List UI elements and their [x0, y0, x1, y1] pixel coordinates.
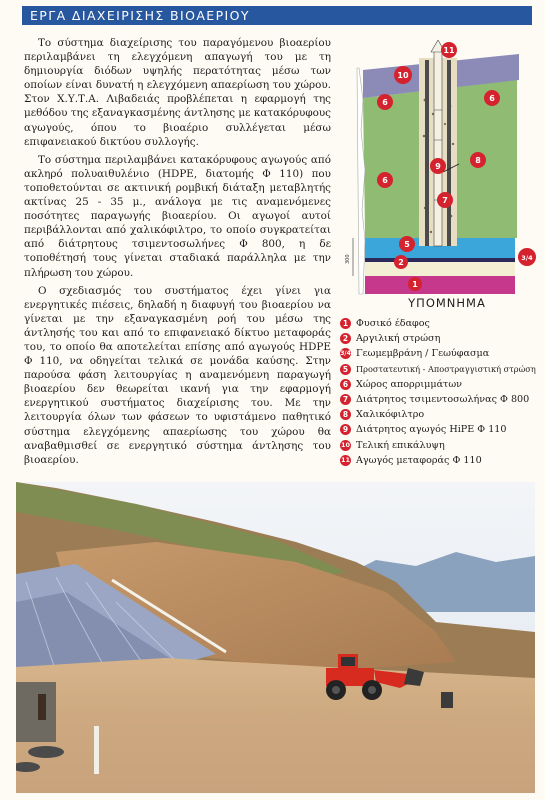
- clay-layer: [365, 262, 515, 276]
- legend-item: [340, 407, 545, 422]
- barrel: [441, 692, 453, 708]
- diagram-label-8: 8: [475, 156, 481, 165]
- legend-number-badge: 3/4: [340, 350, 351, 358]
- legend-item: [340, 438, 545, 453]
- legend-item-label: Χώρος απορριμμάτων: [356, 378, 463, 390]
- legend-item-label: Τελική επικάλυψη: [356, 439, 445, 451]
- legend-item-label: Διάτρητος τσιμεντοσωλήνας Φ 800: [356, 394, 530, 406]
- legend-item: [340, 316, 545, 331]
- diagram-label-6b: 6: [489, 94, 495, 103]
- legend-item-label: Διάτρητος αγωγός HiPE Φ 110: [356, 424, 507, 436]
- legend-item-label: Προστατευτική - Αποστραγγιστική στρώση: [356, 364, 536, 375]
- diagram-label-2: 2: [398, 258, 404, 267]
- legend-number-badge: 8: [340, 409, 351, 420]
- diagram-label-3-4: 3/4: [521, 254, 533, 262]
- legend-number-badge: 2: [340, 333, 351, 344]
- geomembrane-layer: [365, 258, 515, 262]
- concrete-pipe-right: [447, 60, 451, 246]
- concrete-pipe-left: [425, 60, 429, 246]
- legend-number-badge: 6: [340, 379, 351, 390]
- legend-item-label: Χαλικόφιλτρο: [356, 409, 425, 421]
- diagram-label-7: 7: [442, 196, 448, 205]
- legend-number-badge: 9: [340, 424, 351, 435]
- legend-list: [340, 316, 545, 468]
- paragraph: Το σύστημα περιλαμβάνει κατακόρυφους αγωγούς από ακληρό πολυαιθυλένιο (HDPE, διατομής Φ 110) που τοποθετούνται σε ακτινική ρομβική διάταξη μεταβλητής ακτίνας 25 - 35 μ., ανάλογα με τις αναμενόμενες ποσότητες παραγωγής βιοαερίου. Οι αγωγοί αυτοί περιβάλλονται από χαλικόφιλτρο, το οποίο συγκρατείται από διάτρητους τσιμεντοσωλήνες Φ 800, η δε τοποθέτησή τους γίνεται σταδιακά παράλληλα με την πλήρωση του χώρου.: [24, 153, 331, 279]
- legend-item: [340, 422, 545, 437]
- paragraph: Το σύστημα διαχείρισης του παραγόμενου βιοαερίου περιλαμβάνει τη ελεγχόμενη απαγωγή του με τη δημιουργία διόδων υψηλής περατότητας μέσω των οποίων είναι δυνατή η ελεγχόμενη απαερίωση του χώρου. Στον Χ.Υ.Τ.Α. Λιβαδειάς προβλέπεται η εφαρμογή της μεθόδου της εξαναγκασμένης άντλησης με κατακόρυφους αγωγούς, όπου το βιοαέριο συλλέγεται μέσω επιφανειακού δικτύου συλλογής.: [24, 37, 331, 148]
- paragraph: Ο σχεδιασμός του συστήματος έχει γίνει για ενεργητικές πιέσεις, δηλαδή η διαφυγή του βιοαερίου να γίνεται με την εξαναγκασμένη ροή του μέσω της άντλησής του και από το επιφανειακό δίκτυο μεταφοράς του, το οποίο θα αποτελείται επίσης από αγωγούς HDPE Φ 110, να οδηγείται τελικά σε μονάδα καύσης. Στην παρούσα φάση λειτουργίας η αναμενόμενη παραγωγή βιοαερίου δεν θεωρείται ικανή για την εφαρμογή ενεργητικού συστήματος διαχείρισης του. Με την λειτουργία όλων των φάσεων το υφιστάμενο παθητικό σύστημα ελεγχόμενης απαερίωσης του χώρου θα αναβαθμισθεί σε ενεργητικό σύστημα άντλησης του βιοαερίου.: [24, 284, 331, 466]
- legend-item: [340, 346, 545, 361]
- legend-item-label: Φυσικό έδαφος: [356, 318, 430, 330]
- landfill-site-photo: [16, 482, 535, 793]
- legend-number-badge: 1: [340, 318, 351, 329]
- legend-item: [340, 392, 545, 407]
- legend-item-label: Αργιλική στρώση: [356, 333, 441, 345]
- legend-item-label: Γεωμεμβράνη / Γεωύφασμα: [356, 348, 490, 360]
- gas-well-cross-section-diagram: [345, 40, 540, 312]
- legend-item: [340, 453, 545, 468]
- legend-number-badge: 10: [340, 440, 351, 449]
- body-text: [24, 36, 331, 471]
- diagram-label-1: 1: [412, 280, 418, 289]
- diagram-label-9: 9: [435, 162, 441, 171]
- legend-item-label: Αγωγός μεταφοράς Φ 110: [356, 454, 482, 466]
- dimension-label: 300: [345, 254, 351, 264]
- diagram-label-11: 11: [443, 46, 455, 55]
- legend-item: [340, 362, 545, 377]
- pole: [94, 726, 99, 774]
- legend-item: [340, 331, 545, 346]
- diagram-label-6c: 6: [382, 176, 388, 185]
- legend-number-badge: 7: [340, 394, 351, 405]
- section-header: ΕΡΓΑ ΔΙΑΧΕΙΡΙΣΗΣ ΒΙΟΑΕΡΙΟΥ: [22, 6, 532, 25]
- perforated-pipe: [434, 48, 442, 246]
- diagram-label-6a: 6: [382, 98, 388, 107]
- legend-number-badge: 11: [340, 455, 351, 464]
- legend-item: [340, 377, 545, 392]
- legend-title: ΥΠΟΜΝΗΜΑ: [408, 296, 486, 310]
- legend-number-badge: 5: [340, 364, 351, 375]
- diagram-label-10: 10: [397, 71, 409, 80]
- diagram-label-5: 5: [404, 240, 410, 249]
- natural-soil-layer: [365, 276, 515, 294]
- worker: [38, 694, 46, 720]
